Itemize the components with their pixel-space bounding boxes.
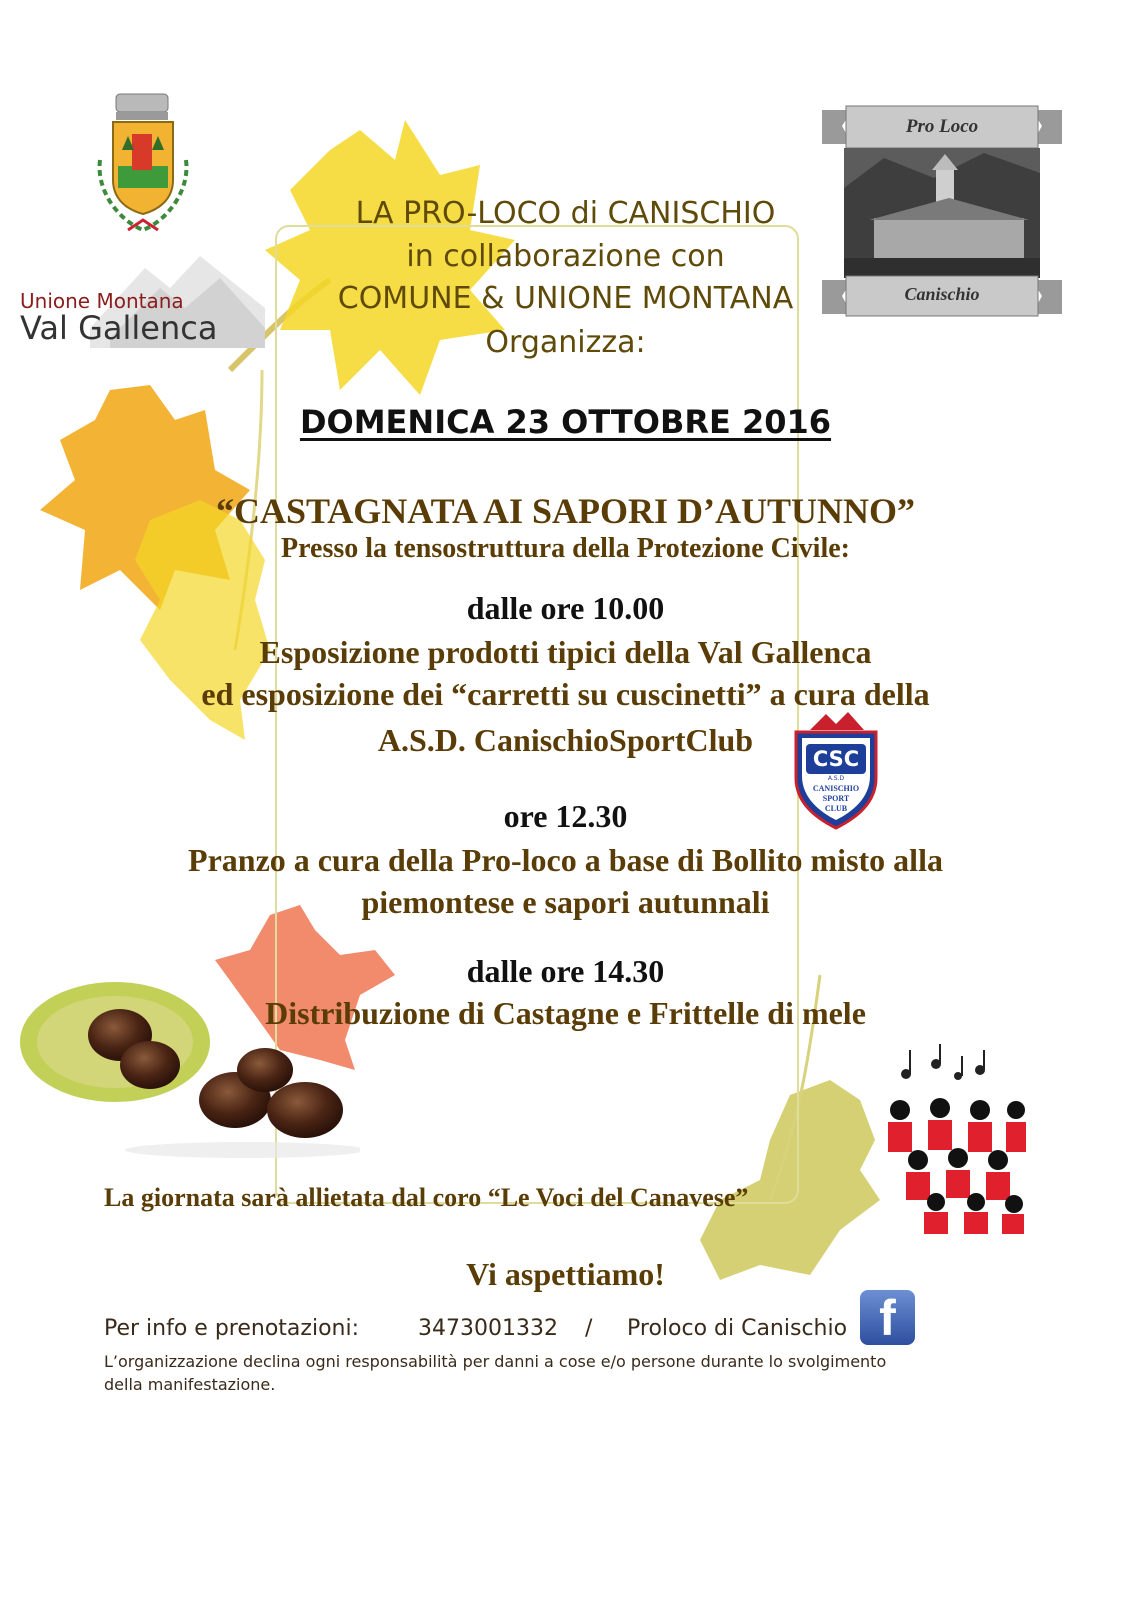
event-title: “CASTAGNATA AI SAPORI D’AUTUNNO” xyxy=(215,491,916,531)
chestnut-5 xyxy=(237,1048,293,1092)
singer-row-1 xyxy=(888,1098,1026,1152)
schedule-time-1: dalle ore 10.00 xyxy=(466,590,665,626)
contact-facebook-page: Proloco di Canischio xyxy=(627,1316,848,1341)
proloco-bottom-label: Canischio xyxy=(904,284,980,304)
chestnut-2 xyxy=(120,1041,180,1089)
csc-abbr: CSC xyxy=(812,747,860,771)
schedule-time-2: ore 12.30 xyxy=(503,798,628,834)
facebook-icon-letter: f xyxy=(879,1290,896,1346)
facebook-icon xyxy=(860,1290,915,1345)
chestnuts-illustration xyxy=(20,980,360,1160)
music-notes-icon xyxy=(901,1044,985,1080)
chestnut-4 xyxy=(267,1082,343,1138)
choir-singers-illustration xyxy=(878,1040,1028,1235)
csc-name-line1: CANISCHIO xyxy=(812,784,860,793)
proloco-top-label: Pro Loco xyxy=(905,116,979,137)
event-location: Presso la tensostruttura della Protezione Civile: xyxy=(281,533,850,564)
schedule-line-2a: Pranzo a cura della Pro-loco a base di Bollito misto alla xyxy=(188,842,943,878)
disclaimer-line2: della manifestazione. xyxy=(104,1375,276,1394)
csc-name-line3: CLUB xyxy=(824,804,848,813)
schedule-line-2b: piemontese e sapori autunnali xyxy=(361,884,770,920)
choir-note: La giornata sarà allietata dal coro “Le Voci del Canavese” xyxy=(104,1183,749,1212)
csc-name-line2: SPORT xyxy=(822,794,850,803)
header-line3: COMUNE & UNIONE MONTANA xyxy=(337,281,794,316)
union-logo-line1: Unione Montana xyxy=(20,289,184,313)
contact-separator: / xyxy=(585,1316,593,1341)
schedule-line-3a: Distribuzione di Castagne e Frittelle di mele xyxy=(265,995,866,1031)
schedule-time-3: dalle ore 14.30 xyxy=(466,953,665,989)
singer-row-2 xyxy=(906,1148,1010,1200)
header-line4: Organizza: xyxy=(485,325,646,360)
schedule-line-1a: Esposizione prodotti tipici della Val Gallenca xyxy=(259,634,872,670)
schedule-line-1c: A.S.D. CanischioSportClub xyxy=(377,722,754,758)
closing-line: Vi aspettiamo! xyxy=(466,1256,665,1292)
contact-phone: 3473001332 xyxy=(418,1316,558,1341)
header-line2: in collaborazione con xyxy=(406,239,725,274)
event-date: DOMENICA 23 OTTOBRE 2016 xyxy=(299,403,832,441)
header-line1: LA PRO-LOCO di CANISCHIO xyxy=(355,196,776,231)
contact-label: Per info e prenotazioni: xyxy=(104,1316,359,1341)
union-logo-line2: Val Gallenca xyxy=(20,309,218,347)
disclaimer-line1: L’organizzazione declina ogni responsabilità per danni a cose e/o persone durante lo svolgimento xyxy=(104,1352,887,1371)
csc-small: A.S.D xyxy=(827,775,845,782)
singer-row-3 xyxy=(924,1193,1024,1234)
schedule-line-1b: ed esposizione dei “carretti su cuscinetti” a cura della xyxy=(201,676,930,712)
